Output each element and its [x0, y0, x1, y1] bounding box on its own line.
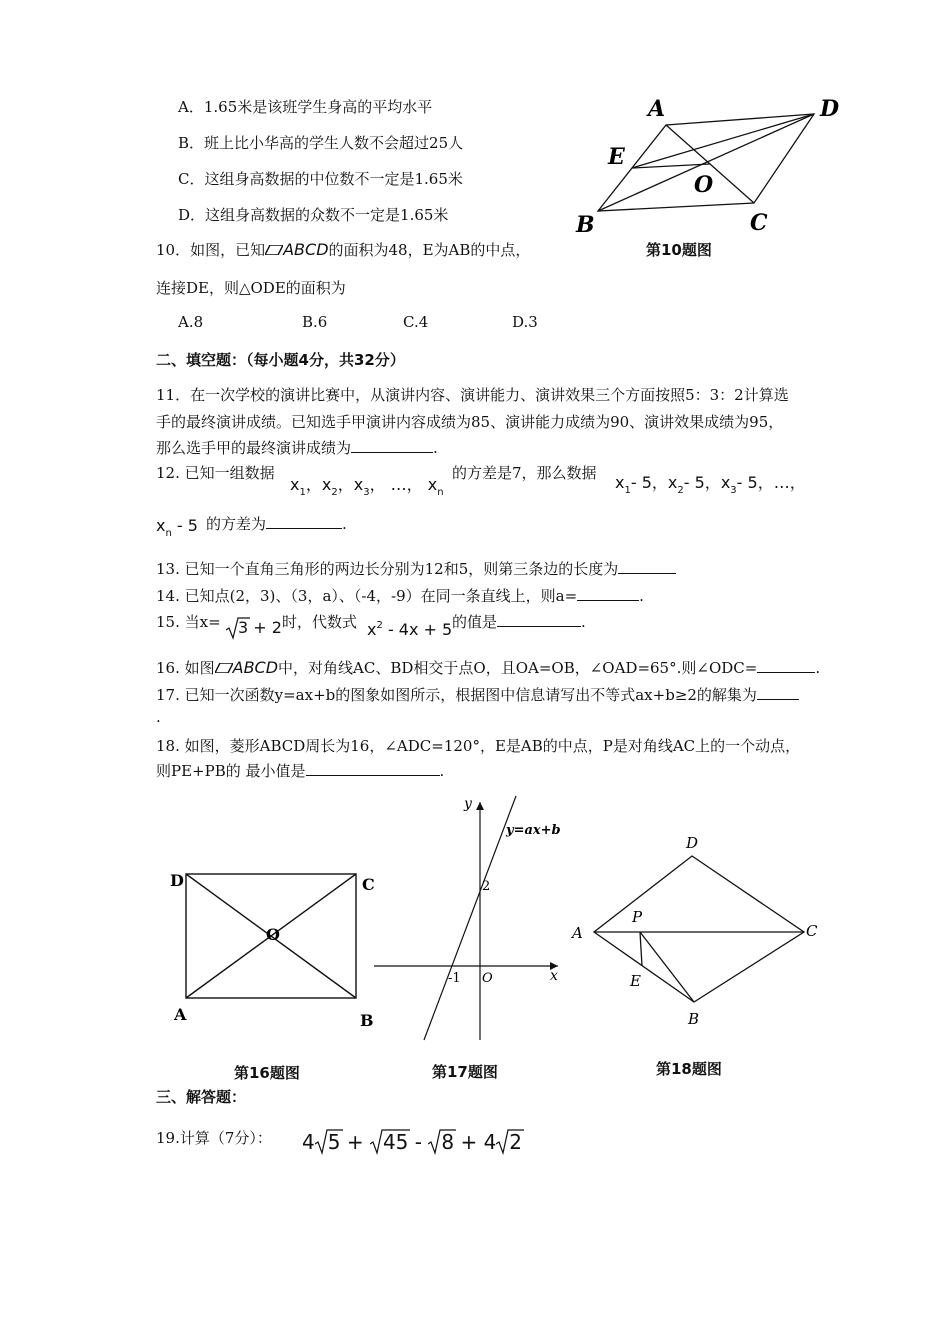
figure-17-linear-function: [370, 790, 570, 1050]
q12-data-set: $x_1$，$x_2$，$x_3$， …， $x_n$: [290, 475, 444, 498]
fig18-label-a: A: [572, 924, 583, 942]
q12-new-data-set: $x_1-$ 5，$x_2-$ 5，$x_3-$ 5，…，: [615, 473, 806, 496]
figure-10-parallelogram: [570, 92, 850, 242]
q14-text: 14. 已知点(2，3)、（3，a）、（-4，-9）在同一条直线上，则a=: [156, 587, 578, 605]
q15-answer-blank[interactable]: [497, 612, 581, 627]
figure-16-rectangle: [160, 860, 390, 1040]
q11-end: .: [433, 439, 438, 457]
q14-answer-blank[interactable]: [577, 586, 639, 601]
fig10-label-e: E: [608, 144, 625, 170]
fig10-label-c: C: [750, 210, 768, 236]
q16-answer-blank[interactable]: [757, 658, 815, 673]
section-3-header: 三、解答题：: [156, 1088, 247, 1106]
q9-option-c: C．这组身高数据的中位数不一定是1.65米: [178, 170, 463, 188]
q10-option-c: C.4: [403, 313, 429, 331]
q11-line1: 11．在一次学校的演讲比赛中，从演讲内容、演讲能力、演讲效果三个方面按照5：3：2计算选: [156, 386, 789, 404]
q10-text: [156, 239, 530, 260]
fig17-label-function: y=ax+b: [506, 823, 561, 838]
segment-pe: [640, 932, 642, 966]
q15-tail: 的值是: [452, 613, 498, 631]
q15-lead: 15. 当x=: [156, 613, 221, 631]
q16-figure-name: ABCD: [232, 658, 279, 677]
y-axis-arrow: [476, 802, 484, 810]
q9-option-a: A．1.65米是该班学生身高的平均水平: [178, 98, 433, 116]
q16-line: 16. 如图 ABCD中，对角线AC、BD相交于点O，且OA=OB，∠OAD=65°.则∠ODC= .: [156, 658, 821, 677]
fig16-label-a: A: [174, 1005, 187, 1024]
fig16-label-b: B: [360, 1011, 374, 1030]
function-line: [424, 796, 516, 1040]
q15-x-value: 3 + 2: [226, 618, 282, 637]
fig18-label-c: C: [806, 922, 818, 940]
fig17-label-x-intercept: -1: [448, 971, 461, 986]
fig18-label-e: E: [630, 972, 641, 990]
q9-option-d: D．这组身高数据的众数不一定是1.65米: [178, 206, 449, 224]
q15-tail-line: 的值是 .: [452, 613, 586, 631]
fig18-label-b: B: [688, 1010, 700, 1028]
fig17-label-y-intercept: 2: [482, 879, 491, 894]
q10-option-a: A.8: [178, 313, 204, 331]
fig10-label-d: D: [820, 96, 840, 122]
fig18-label-d: D: [686, 834, 699, 852]
fig17-label-x: x: [550, 968, 558, 984]
section-2-header: 二、填空题：（每小题4分，共32分）: [156, 351, 405, 369]
fig10-label-a: A: [648, 96, 666, 122]
q18-text: 则PE+PB的 最小值是: [156, 762, 306, 780]
q15-expression: $x^2 - 4x + 5$: [367, 620, 453, 639]
q17-line1: [156, 684, 799, 705]
q10-line2: 连接DE，则△ODE的面积为: [156, 279, 346, 297]
fig17-label-y: y: [464, 796, 472, 812]
parallelogram-icon: [215, 659, 233, 669]
q10-option-d: D.3: [512, 313, 538, 331]
fig10-caption: 第10题图: [646, 241, 712, 259]
q12-xn-term: $x_n - 5$: [156, 516, 198, 539]
q19-lead: 19.计算（7分）：: [156, 1129, 272, 1147]
fig16-label-o: O: [266, 925, 280, 944]
q17-line2: .: [156, 708, 161, 726]
q10-option-b: B.6: [302, 313, 328, 331]
rhombus-abcd: [594, 856, 804, 1002]
q10-tail: 的面积为48，E为AB的中点，: [328, 241, 531, 259]
fig10-label-b: B: [576, 212, 595, 238]
q19-expression: 4 5 + 45 - 8 + 4 2: [302, 1130, 522, 1154]
q17-answer-blank[interactable]: [757, 685, 799, 700]
q12-lead: 12. 已知一组数据: [156, 464, 275, 482]
q9-option-b: B．班上比小华高的学生人数不会超过25人: [178, 134, 464, 152]
fig16-label-d: D: [170, 871, 184, 890]
q11-line2: 手的最终演讲成绩。已知选手甲演讲内容成绩为85、演讲能力成绩为90、演讲效果成绩为95，: [156, 413, 784, 431]
q14-line: 14. 已知点(2，3)、（3，a）、（-4，-9）在同一条直线上，则a= .: [156, 587, 644, 605]
fig10-label-o: O: [694, 172, 714, 198]
fig17-label-origin: O: [482, 971, 493, 986]
q18-line2: 则PE+PB的 最小值是 .: [156, 762, 445, 780]
q13-text: 13. 已知一个直角三角形的两边长分别为12和5，则第三条边的长度为: [156, 560, 619, 578]
fig18-caption: 第18题图: [656, 1060, 722, 1078]
q17-text: 17. 已知一次函数y=ax+b的图象如图所示，根据图中信息请写出不等式ax+b≥2的解集为: [156, 686, 757, 704]
q13-line: [156, 558, 676, 579]
q12-answer-blank[interactable]: [266, 514, 342, 529]
q12-tail: 的方差为: [206, 515, 267, 533]
q12-end: .: [342, 515, 347, 533]
segment-pb: [640, 932, 694, 1002]
fig18-label-p: P: [632, 908, 643, 926]
fig17-caption: 第17题图: [432, 1063, 498, 1081]
figure-18-rhombus: [568, 830, 828, 1030]
fig16-label-c: C: [362, 875, 375, 894]
segment-de: [632, 114, 814, 168]
q16-lead: 16. 如图: [156, 659, 215, 677]
q18-answer-blank[interactable]: [306, 761, 440, 776]
q12-mid: 的方差是7，那么数据: [452, 464, 597, 482]
q11-text: 那么选手甲的最终演讲成绩为: [156, 439, 352, 457]
q12-tail-line: [206, 513, 347, 534]
q10-lead: 10．如图，已知: [156, 241, 266, 259]
q11-line3: [156, 437, 438, 458]
q11-answer-blank[interactable]: [351, 438, 433, 453]
q13-answer-blank[interactable]: [618, 559, 676, 574]
parallelogram-icon: [265, 241, 283, 251]
q18-line1: 18. 如图，菱形ABCD周长为16，∠ADC=120°，E是AB的中点，P是对角线AC上的一个动点，: [156, 737, 801, 755]
q16-tail: 中，对角线AC、BD相交于点O，且OA=OB，∠OAD=65°.则∠ODC=: [278, 659, 758, 677]
q10-figure-name: ABCD: [283, 240, 329, 259]
fig16-caption: 第16题图: [234, 1064, 300, 1082]
q15-mid: 时，代数式: [282, 613, 358, 631]
